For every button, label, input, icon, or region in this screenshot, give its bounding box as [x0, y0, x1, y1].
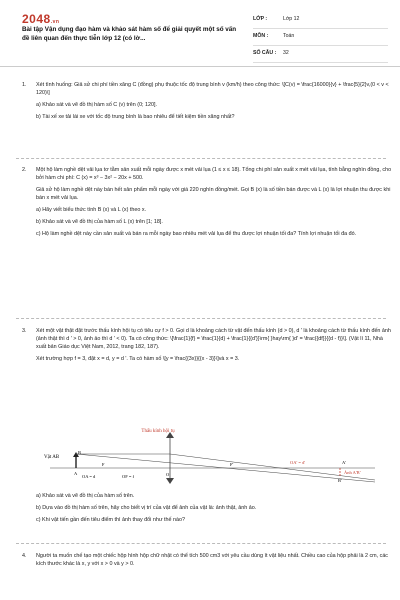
meta-label: SỐ CÂU :: [253, 50, 277, 56]
question-part: c) Khi vật tiến gần đến tiêu điểm thì ảnh thay đổi như thế nào?: [36, 517, 185, 523]
meta-label: MÔN :: [253, 33, 269, 39]
question-text: Một hộ làm nghề dệt vải lụa tơ tằm sản xuất mỗi ngày được x mét vải lụa (1 ≤ x ≤ 18). Tổng chi phí sản xuất x mét vải lụa, tính bằng nghìn đồng, cho bởi hàm chi phí: C (x) = x³ − 3x² − 20x + 500.: [36, 167, 392, 181]
question-body: [36, 552, 392, 572]
question-part: b) Khảo sát và vẽ đồ thị của hàm số L (x) trên [1; 18].: [36, 219, 163, 225]
page-header: [0, 0, 400, 67]
site-logo[interactable]: [22, 12, 59, 26]
question-body: [36, 81, 392, 125]
image-label: Ảnh A'B': [344, 470, 361, 475]
question-text: Xét trường hợp f = 3, đặt x = d, y = d '. Ta có hàm số \[y = \frac{{3x}}{{x - 3}}\]và x = 3.: [36, 356, 240, 362]
object-label: Vật AB: [44, 455, 60, 460]
question-part: c) Hộ làm nghề dệt này cần sản xuất và bán ra mỗi ngày bao nhiêu mét vải lụa để thu được lợi nhuận tối đa? Tính lợi nhuận tối đa đó.: [36, 231, 357, 237]
oa-label: OA = d: [82, 474, 96, 479]
meta-row-class: [253, 14, 388, 29]
meta-label: LỚP :: [253, 16, 268, 22]
point-o-label: O: [166, 472, 170, 477]
point-a2-label: A': [342, 460, 347, 465]
question-part: b) Dựa vào đồ thị hàm số trên, hãy cho biết vị trí của vật để ảnh của vật là: ảnh thật, ảnh ảo.: [36, 505, 257, 511]
meta-row-subject: [253, 31, 388, 46]
question-part: a) Hãy viết biểu thức tính B (x) và L (x) theo x.: [36, 207, 147, 213]
question-part: a) Khảo sát và vẽ đồ thị hàm số C (v) trên (0; 120].: [36, 102, 158, 108]
meta-value: Toán: [283, 33, 295, 39]
ray-refracted: [170, 454, 375, 480]
question-text: Xét một vật thật đặt trước thấu kính hội tụ có tiêu cự f > 0. Gọi d là khoảng cách từ vật đến thấu kính (d > 0), d ' là khoảng cách từ thấu kính đến ảnh (ảnh thật thì d ' > 0, ảnh ảo thì d ' < 0). Ta có công thức: \[\frac{1}{f} = \frac{1}{d} + \frac{1}{{d'}}\rm{ }hay\rm{ }d' = \frac{{df}}{{d - f}}\]. (Vật lí 11, Nhà xuất bản Giáo dục Việt Nam, 2012, trang 182, 187).: [36, 328, 391, 350]
lens-label: Thấu kính hội tụ: [141, 429, 175, 434]
question-text: Giả sử hộ làm nghề dệt này bán hết sản phẩm mỗi ngày với giá 220 nghìn đồng/mét. Gọi B (x) là số tiền bán được và L (x) là lợi nhuận thu được khi bán x mét vải lụa.: [36, 187, 391, 201]
question-number: 2.: [22, 167, 27, 173]
focal-point-label: F: [102, 462, 105, 467]
lens-diagram: [40, 428, 380, 484]
question-text: Xét tình huống: Giả sử chi phí tiền xăng C (đồng) phụ thuộc tốc độ trung bình v (km/h) theo công thức: \[C(v) = \frac{16000}{v} + \frac{5}{2}v,(0 < v < 120)\]: [36, 82, 389, 96]
point-b-label: B: [78, 450, 82, 455]
question-text: Người ta muốn chế tạo một chiếc hộp hình hộp chữ nhật có thể tích 500 cm3 với yêu cầu dùng ít vật liệu nhất. Chiều cao của hộp phải là 2 cm, các kích thước khác là x, y với x > 0 và y > 0.: [36, 553, 389, 567]
question-body: [36, 492, 392, 528]
lens-arrow-bottom: [166, 478, 174, 484]
oa2-label: OA' = d': [290, 460, 306, 465]
question-number: 1.: [22, 82, 27, 88]
logo-main: 2048: [22, 12, 51, 26]
divider: [16, 318, 386, 319]
meta-row-count: [253, 48, 388, 63]
focal-point-2-label: F': [230, 462, 234, 467]
meta-box: [253, 14, 388, 65]
question-number: 3.: [22, 328, 27, 334]
point-a-label: A: [74, 471, 78, 476]
question-body: [36, 166, 392, 242]
question-number: 4.: [22, 553, 27, 559]
divider: [16, 158, 386, 159]
logo-sub: .vn: [50, 19, 60, 25]
meta-value: Lớp 12: [283, 16, 300, 22]
point-b2-label: B': [338, 478, 342, 483]
question-part: b) Tài xế xe tải lái xe với tốc độ trung bình là bao nhiêu để tiết kiệm tiền xăng nhất?: [36, 114, 235, 120]
of-label: OF = f: [122, 474, 135, 479]
page-title: Bài tập Vận dụng đạo hàm và khảo sát hàm số để giải quyết một số vấn đề liên quan đến thực tiễn lớp 12 (có lờ...: [22, 26, 237, 42]
question-body: [36, 327, 392, 367]
question-part: a) Khảo sát và vẽ đồ thị của hàm số trên.: [36, 493, 135, 499]
divider: [16, 543, 386, 544]
meta-value: 32: [283, 50, 289, 56]
